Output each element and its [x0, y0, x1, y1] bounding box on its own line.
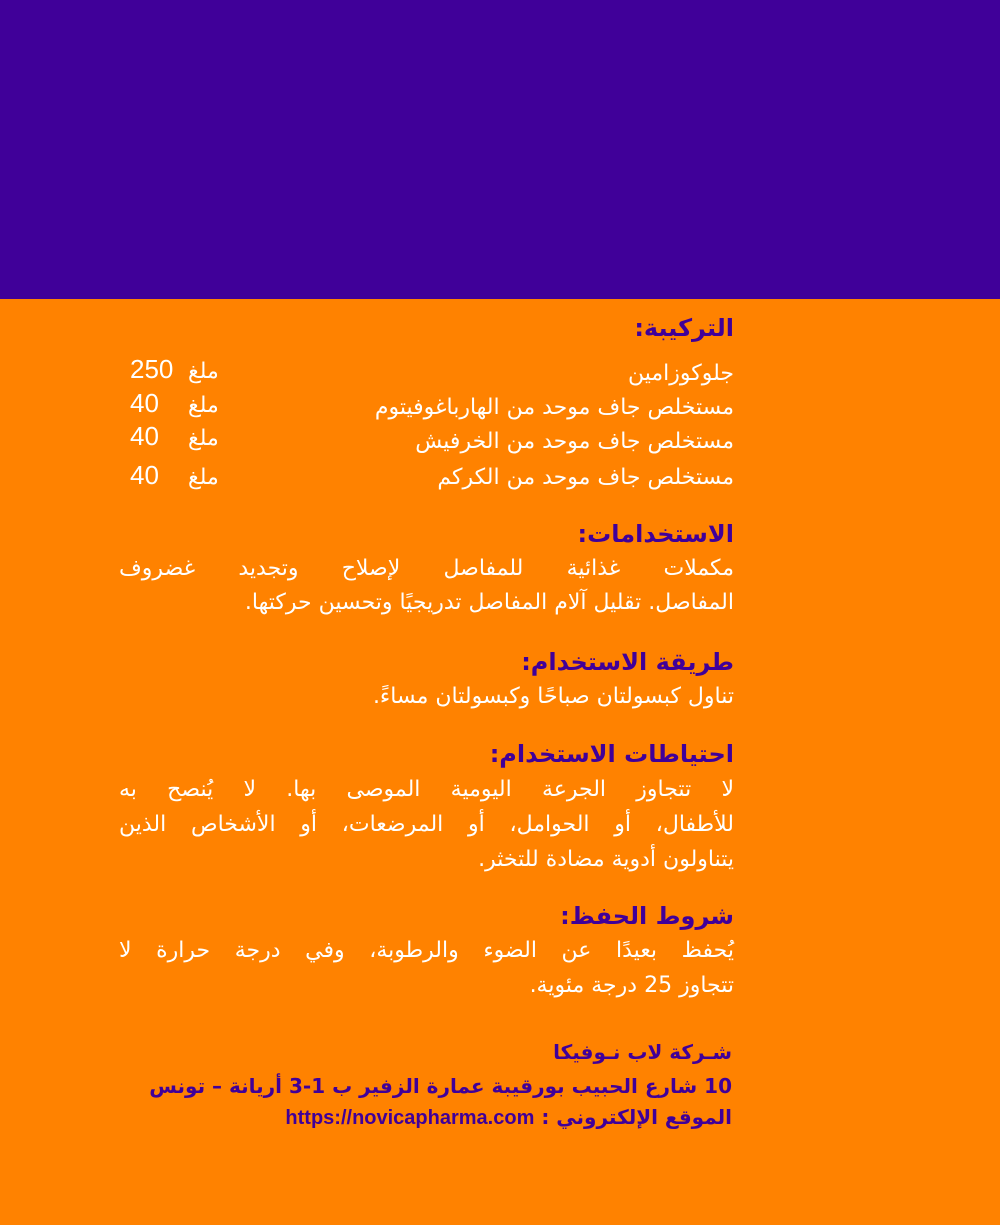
usage-line: تناول كبسولتان صباحًا وكبسولتان مساءً. [372, 684, 734, 709]
amount-value: 40 [130, 421, 159, 451]
amount-unit: ملغ [188, 465, 219, 490]
storage-line: تتجاوز 25 درجة مئوية. [529, 973, 734, 998]
top-color-band [0, 0, 1000, 299]
website-link[interactable]: https://novicapharma.com [285, 1107, 535, 1129]
usage-heading: طريقة الاستخدام: [521, 648, 734, 676]
amount-value: 40 [130, 460, 159, 490]
ingredient-amount [130, 461, 230, 492]
composition-heading: التركيبة: [634, 314, 734, 342]
uses-line: مكملات غذائية للمفاصل لإصلاح وتجديد غضروف [119, 556, 734, 581]
company-address: 10 شارع الحبيب بورقيبة عمارة الزفير ب 1-3 أريانة – تونس [149, 1074, 732, 1098]
uses-line: المفاصل. تقليل آلام المفاصل تدريجيًا وتحسين حركتها. [244, 590, 734, 615]
ingredient-amount [130, 422, 230, 453]
amount-unit: ملغ [188, 393, 219, 418]
ingredient-name: مستخلص جاف موحد من الهارباغوفيتوم [374, 395, 734, 420]
amount-value: 250 [130, 354, 174, 384]
storage-heading: شروط الحفظ: [560, 902, 734, 930]
ingredient-amount [130, 389, 230, 420]
amount-unit: ملغ [188, 359, 219, 384]
precautions-line: لا تتجاوز الجرعة اليومية الموصى بها. لا يُنصح به [119, 777, 734, 802]
storage-line: يُحفظ بعيدًا عن الضوء والرطوبة، وفي درجة حرارة لا [119, 938, 734, 963]
ingredient-amount [130, 355, 230, 386]
leaflet-content [0, 299, 1000, 1225]
precautions-line: للأطفال، أو الحوامل، أو المرضعات، أو الأشخاص الذين [119, 812, 734, 837]
precautions-line: يتناولون أدوية مضادة للتخثر. [478, 847, 734, 872]
precautions-heading: احتياطات الاستخدام: [489, 740, 734, 768]
ingredient-name: مستخلص جاف موحد من الخرفيش [415, 429, 734, 454]
website-label: الموقع الإلكتروني : [534, 1105, 732, 1129]
ingredient-name: مستخلص جاف موحد من الكركم [437, 465, 734, 490]
uses-heading: الاستخدامات: [577, 520, 734, 548]
ingredient-name: جلوكوزامين [628, 361, 734, 386]
amount-value: 40 [130, 388, 159, 418]
company-website [285, 1104, 732, 1131]
company-name: شـركة لاب نـوفيكا [553, 1040, 732, 1064]
amount-unit: ملغ [188, 426, 219, 451]
